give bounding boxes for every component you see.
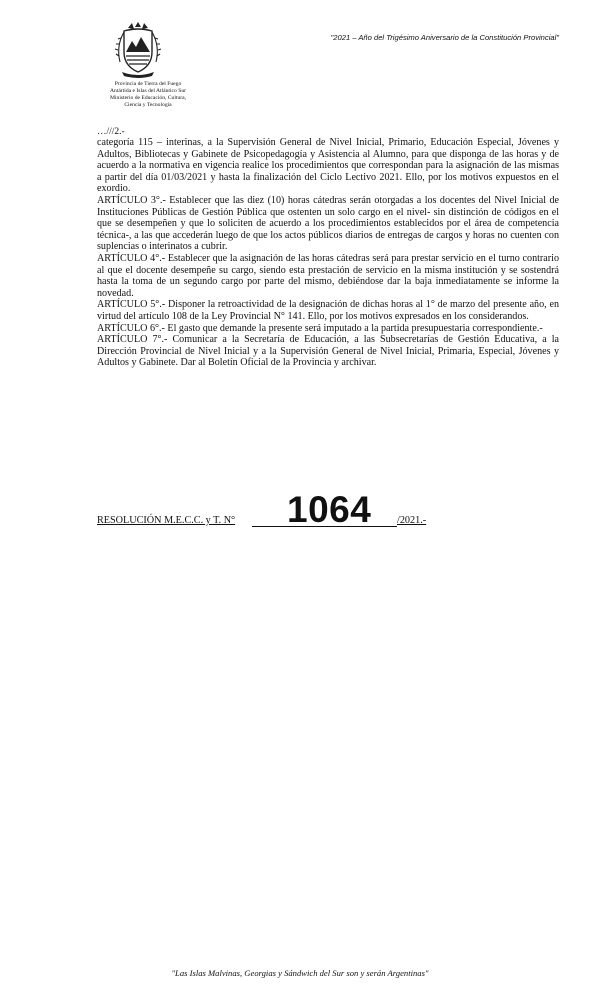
ministry-header: [88, 81, 208, 109]
resolution-number: 1064: [287, 489, 372, 530]
resolution-year: /2021.-: [397, 515, 427, 526]
provincial-coat-of-arms-icon: [114, 22, 162, 78]
resolution-label: RESOLUCIÓN M.E.C.C. y T. N°: [97, 515, 236, 526]
article-3: ARTÍCULO 3°.- Establecer que las diez (10) horas cátedras serán otorgadas a los docentes del Nivel Inicial de Instituciones Públicas de Gestión Pública que ostenten un solo cargo en el nivel- sin distinción de códigos en el que se desempeñen y que lo soliciten de acuerdo a los procedimientos establecidos por el área de competencia técnica-, a las que accederán luego de que los actos públicos diarios de entregas de cargos y horas no cuenten con suplencias o interinatos a cubrir.: [97, 194, 559, 253]
province-line: Antártida e Islas del Atlántico Sur: [110, 88, 186, 94]
article-4: ARTÍCULO 4°.- Establecer que la asignación de las horas cátedras será para prestar servicio en el turno contrario al que el docente desempeñe su cargo, siendo esta prestación de servicio en la misma institución y se sostendrá hasta la toma de un segundo cargo por parte del mismo, debiéndose dar la baja inmediatamente se informe la novedad.: [97, 252, 559, 299]
paragraph: categoría 115 – interinas, a la Supervisión General de Nivel Inicial, Primario, Educación Especial, Jóvenes y Adultos, Bibliotecas y Gabinete de Psicopedagogía y Asistencia al Alumno, para que disponga de las horas y de acuerdo a la normativa en vigencia realice los procedimientos que correspondan para la asignación de las mismas a partir del día 01/03/2021 y hasta la finalización del Ciclo Lectivo 2021. Ello, por los motivos expuestos en el exordio.: [97, 137, 559, 195]
article-7: ARTÍCULO 7°.- Comunicar a la Secretaría de Educación, a las Subsecretarías de Gestión Educativa, a la Dirección Provincial de Nivel Inicial y a la Supervisión General de Nivel Inicial, Primaria, Especial, Jóvenes y Adultos y Gabinete. Dar al Boletín Oficial de la Provincia y archivar.: [97, 334, 559, 369]
resolution-body: [97, 137, 559, 369]
province-line: Provincia de Tierra del Fuego: [114, 81, 182, 87]
resolution-number-block: [97, 489, 437, 530]
header-motto: "2021 – Año del Trigésimo Aniversario de la Constitución Provincial": [330, 33, 559, 42]
footer-motto: "Las Islas Malvinas, Georgias y Sándwich del Sur son y serán Argentinas": [171, 968, 429, 978]
page-reference: …///2.-: [97, 127, 125, 137]
article-5: ARTÍCULO 5°.- Disponer la retroactividad de la designación de dichas horas al 1° de marzo del presente año, en virtud del artículo 108 de la Ley Provincial N° 141. Ello, por los motivos expresados en los considerandos.: [97, 299, 559, 322]
article-6: ARTÍCULO 6°.- El gasto que demande la presente será imputado a la partida presupuestaria correspondiente.-: [97, 322, 543, 334]
province-line: Ministerio de Educación, Cultura,: [110, 95, 186, 101]
province-line: Ciencia y Tecnología: [124, 102, 172, 108]
